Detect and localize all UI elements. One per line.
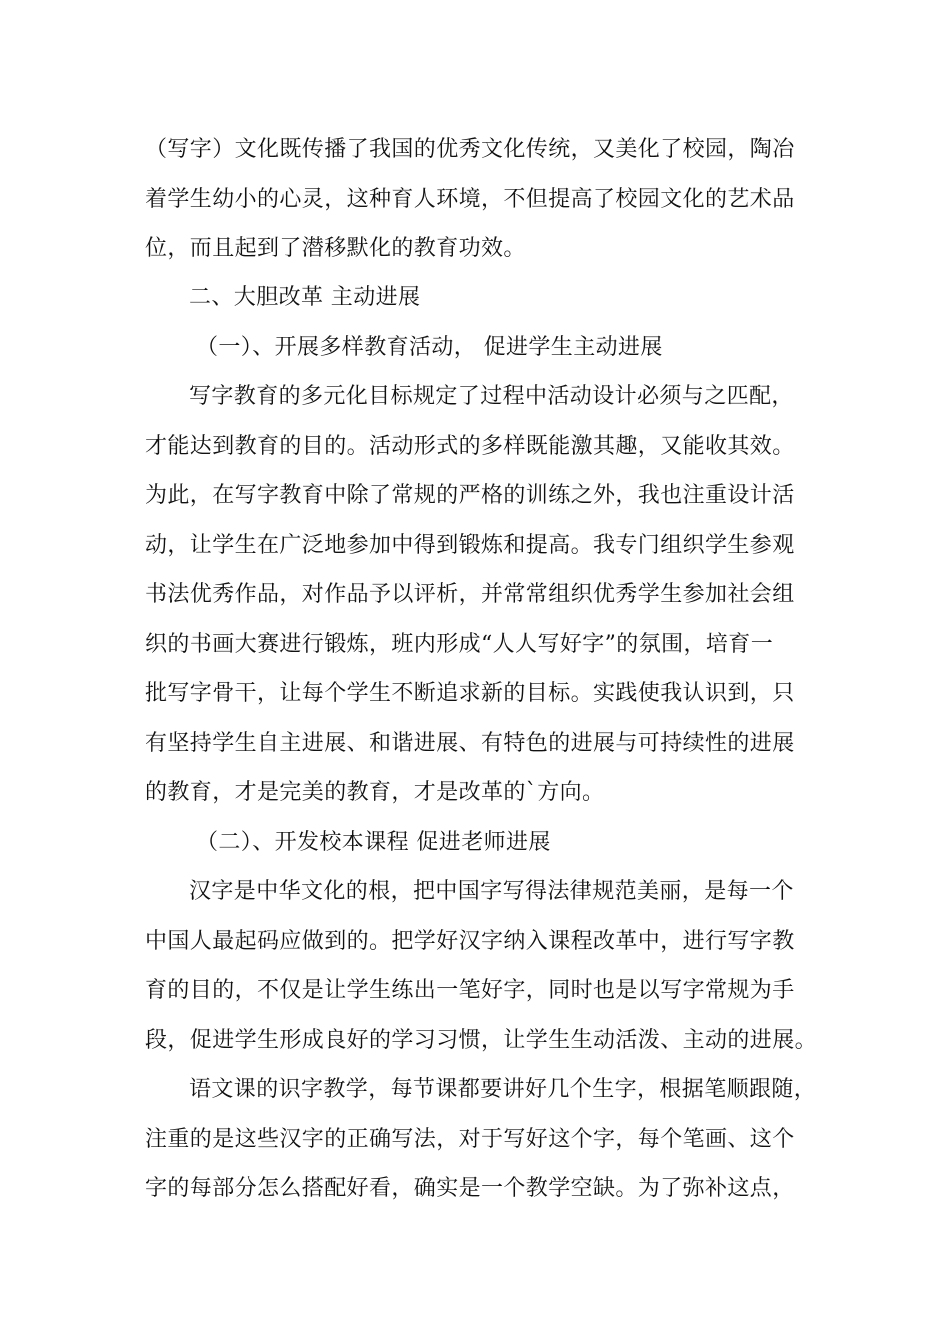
paragraph-line: 着学生幼小的心灵，这种育人环境，不但提高了校园文化的艺术品 bbox=[145, 187, 795, 212]
paragraph-line: 育的目的，不仅是让学生练出一笔好字，同时也是以写字常规为手 bbox=[145, 978, 795, 1003]
paragraph-line: 书法优秀作品，对作品予以评析，并常常组织优秀学生参加社会组 bbox=[145, 582, 795, 607]
paragraph-line: 段，促进学生形成良好的学习习惯，让学生生动活泼、主动的进展。 bbox=[145, 1028, 818, 1053]
paragraph-line: 才能达到教育的目的。活动形式的多样既能激其趣，又能收其效。 bbox=[145, 434, 795, 459]
section-heading: 二、大胆改革 主动进展 bbox=[189, 285, 421, 310]
paragraph-line: 动，让学生在广泛地参加中得到锻炼和提高。我专门组织学生参观 bbox=[145, 533, 795, 558]
paragraph-line: 中国人最起码应做到的。把学好汉字纳入课程改革中，进行写字教 bbox=[145, 929, 795, 954]
paragraph-line: 有坚持学生自主进展、和谐进展、有特色的进展与可持续性的进展 bbox=[145, 731, 795, 756]
paragraph-line: 为此，在写字教育中除了常规的严格的训练之外，我也注重设计活 bbox=[145, 483, 795, 508]
paragraph-line: 汉字是中华文化的根，把中国字写得法律规范美丽，是每一个 bbox=[189, 879, 794, 904]
paragraph-line: 的教育，才是完美的教育，才是改革的`方向。 bbox=[145, 780, 605, 805]
subsection-heading: （二）、开发校本课程 促进老师进展 bbox=[196, 830, 551, 855]
paragraph-line: 位，而且起到了潜移默化的教育功效。 bbox=[145, 236, 526, 261]
subsection-heading: （一）、开展多样教育活动， 促进学生主动进展 bbox=[196, 335, 663, 360]
paragraph-line: 织的书画大赛进行锻炼，班内形成“人人写好字”的氛围，培育一 bbox=[145, 632, 774, 657]
paragraph-line: 批写字骨干，让每个学生不断追求新的目标。实践使我认识到，只 bbox=[145, 681, 795, 706]
paragraph-line: 字的每部分怎么搭配好看，确实是一个教学空缺。为了弥补这点， bbox=[145, 1176, 795, 1201]
paragraph-line: （写字）文化既传播了我国的优秀文化传统，又美化了校园，陶冶 bbox=[145, 137, 795, 162]
paragraph-line: 注重的是这些汉字的正确写法，对于写好这个字，每个笔画、这个 bbox=[145, 1127, 795, 1152]
paragraph-line: 写字教育的多元化目标规定了过程中活动设计必须与之匹配， bbox=[189, 384, 794, 409]
paragraph-line: 语文课的识字教学，每节课都要讲好几个生字，根据笔顺跟随， bbox=[189, 1077, 817, 1102]
